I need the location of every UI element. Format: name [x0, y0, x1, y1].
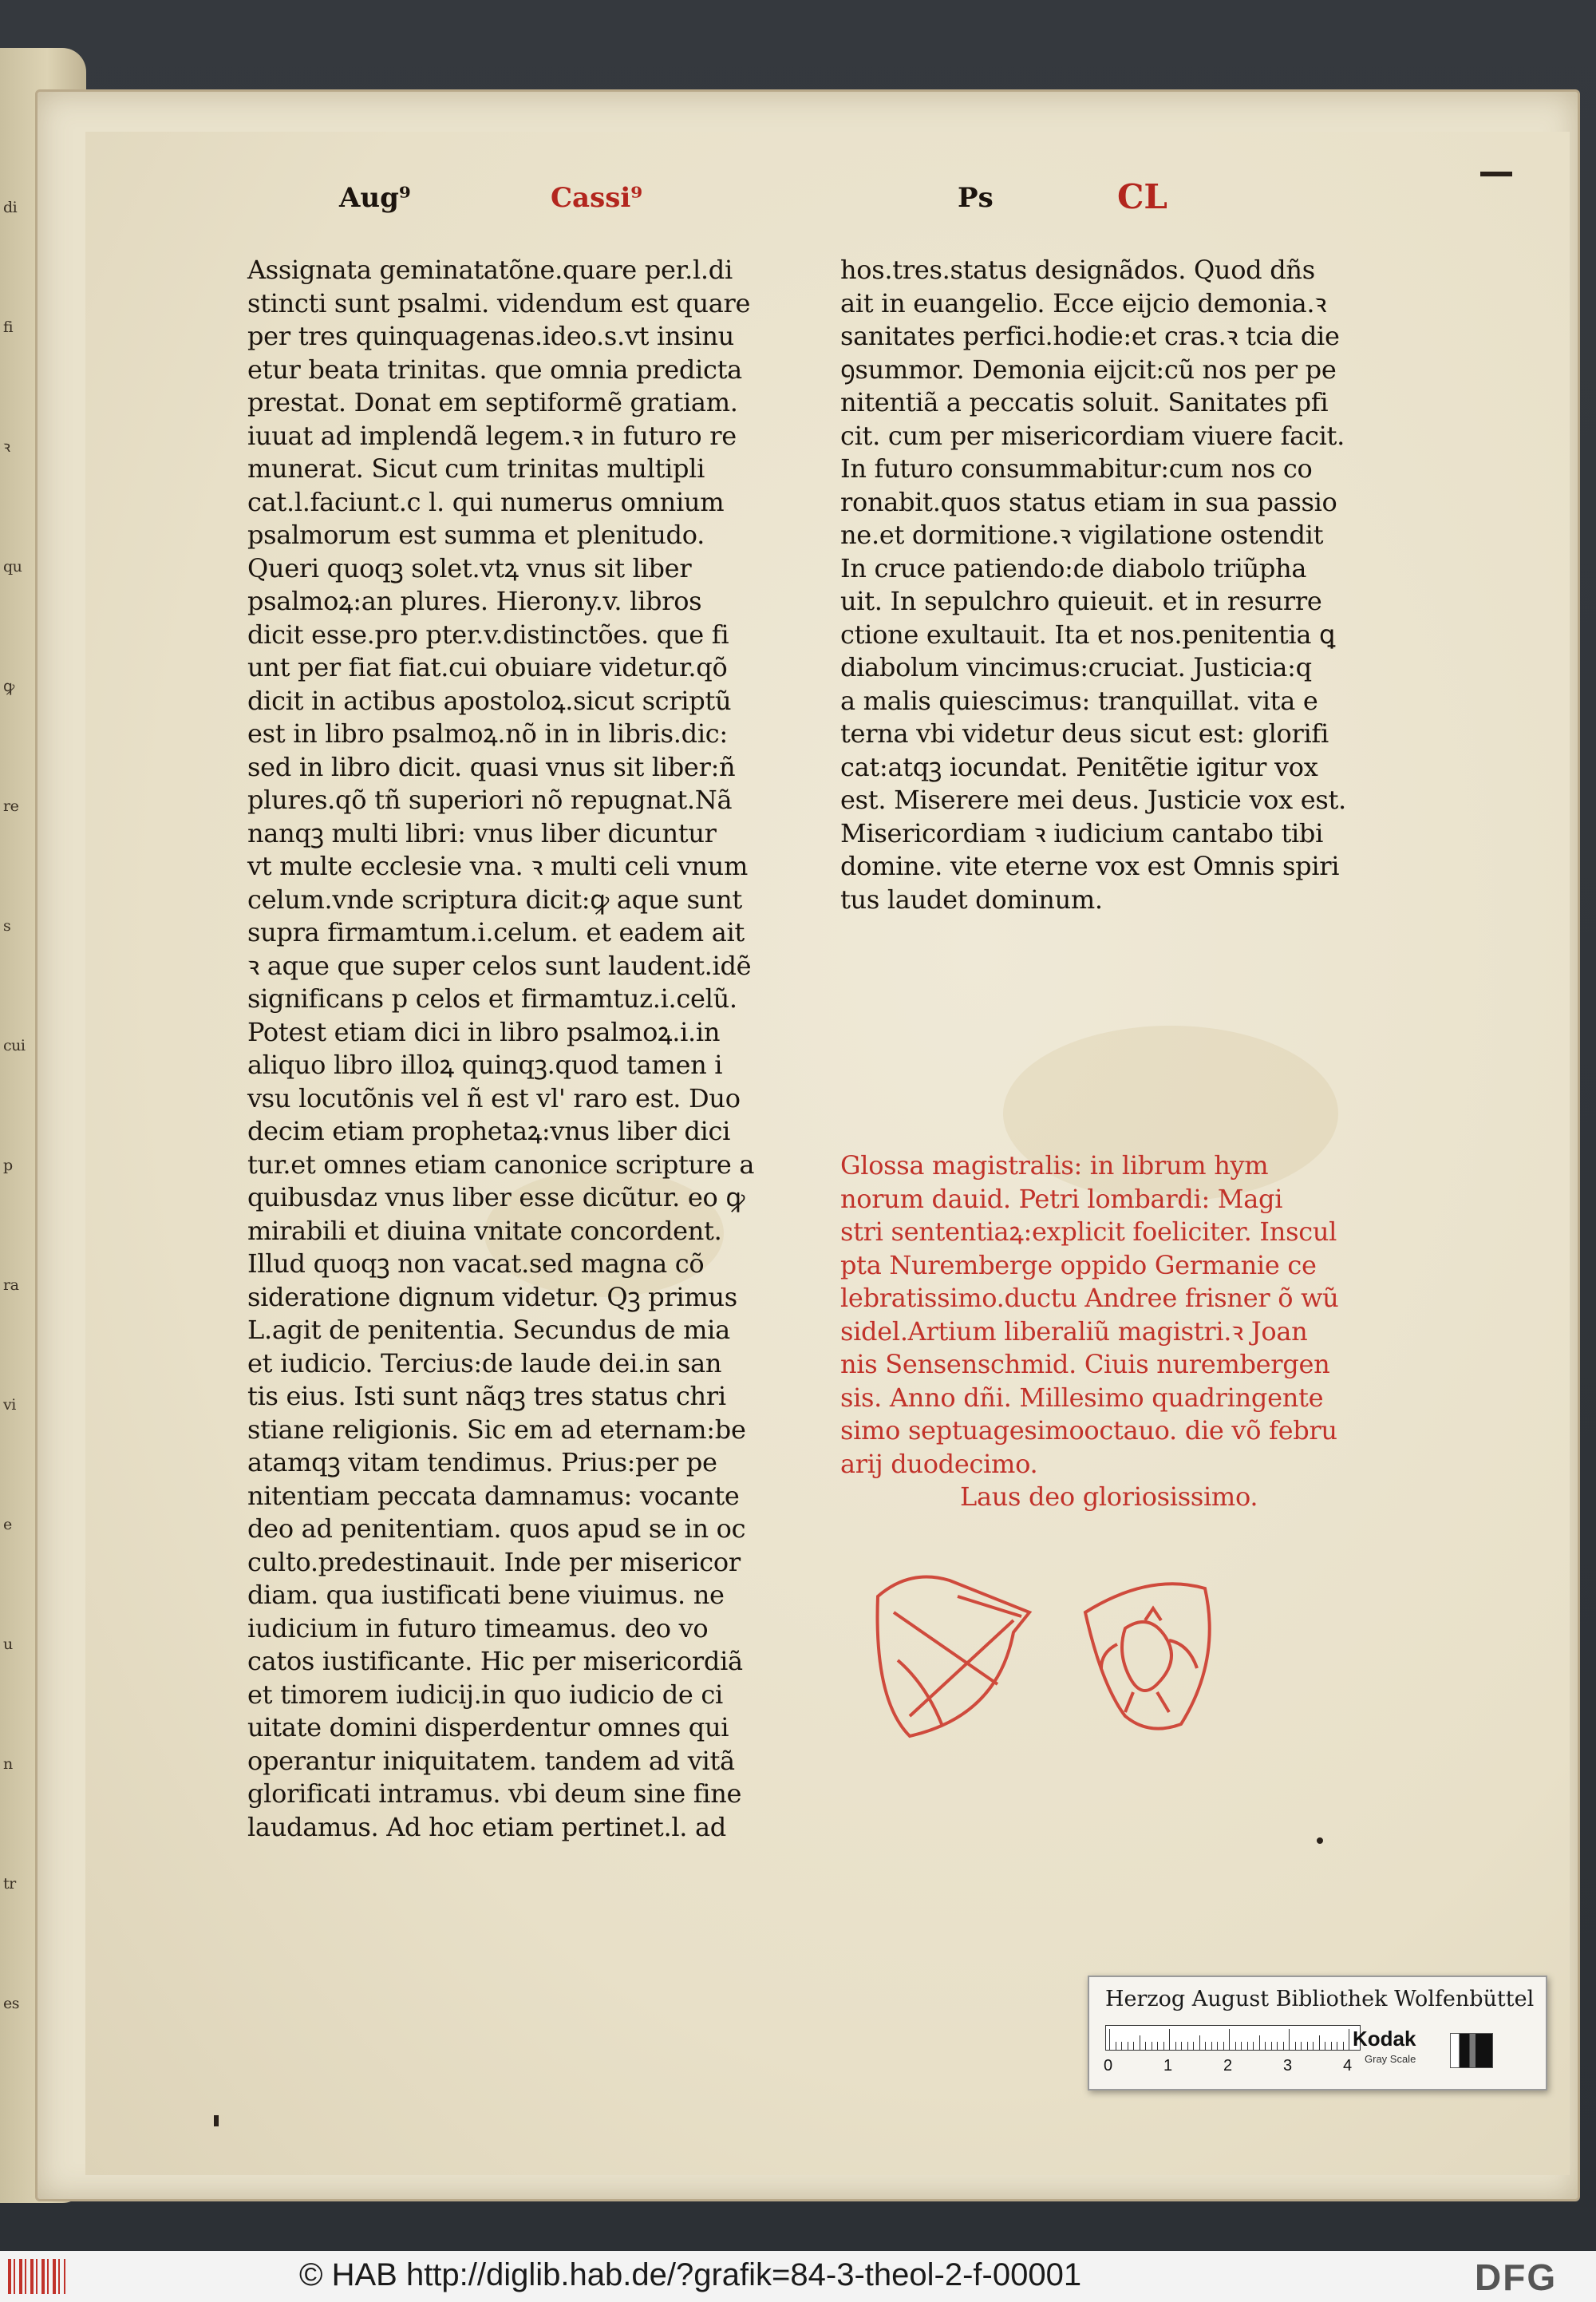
adjacent-page-text-fragment: p — [3, 1157, 13, 1174]
scale-number: 2 — [1223, 2057, 1233, 2075]
colophon-line: pta Nuremberge oppido Germanie ce — [840, 1249, 1317, 1280]
text-line: cit. cum per misericordiam viuere facit. — [840, 420, 1345, 451]
text-line: unt per fiat fiat.cui obuiare videtur.qõ — [247, 652, 728, 682]
colophon-line: Glossa magistralis: in librum hym — [840, 1150, 1269, 1181]
text-line: sanitates perfici.hodie:et cras.ꝛ tcia die — [840, 321, 1340, 351]
text-line: et timorem iudicij.in quo iudicio de ci — [247, 1679, 723, 1710]
adjacent-page-text-fragment: cui — [3, 1037, 26, 1054]
foliation-number — [1117, 177, 1167, 216]
ruler-tick — [1343, 2042, 1344, 2050]
scale-ruler — [1105, 2025, 1361, 2051]
ruler-tick — [1175, 2042, 1176, 2050]
colophon-line: nis Sensenschmid. Ciuis nurembergen — [840, 1349, 1330, 1379]
colophon-closing-line: Laus deo gloriosissimo. — [960, 1481, 1258, 1512]
adjacent-page-text-fragment: u — [3, 1636, 13, 1653]
ruler-tick — [1109, 2029, 1110, 2050]
kodak-gray-scale: Gray Scale — [1365, 2053, 1416, 2065]
text-line: supra firmamtum.i.celum. et eadem ait — [247, 917, 745, 947]
text-line: dicit esse.pro pter.v.distinctões. que fi — [247, 619, 729, 650]
ruler-tick — [1277, 2042, 1278, 2050]
ruler-tick — [1235, 2042, 1236, 2050]
text-line: per tres quinquagenas.ideo.s.vt insinu — [247, 321, 734, 351]
text-line: glorificati intramus. vbi deum sine fine — [247, 1778, 742, 1809]
text-line: psalmorum est summa et plenitudo. — [247, 520, 705, 550]
text-line: nanqꝫ multi libri: vnus liber dicuntur — [247, 817, 717, 848]
running-head-middle: Cassi⁹ — [551, 182, 643, 214]
foliation-numeral: CL — [1117, 177, 1167, 216]
running-head-left: Aug⁹ — [339, 182, 411, 214]
text-line: In futuro consummabitur:cum nos co — [840, 453, 1313, 484]
text-line: ꝯsummor. Demonia eijcit:cũ nos per pe — [840, 354, 1337, 385]
ruler-tick — [1301, 2042, 1302, 2050]
text-line: catos iustificante. Hic per misericordiã — [247, 1646, 743, 1676]
footer-credit-link[interactable]: © HAB http://diglib.hab.de/?grafik=84-3-theol-2-f-00001 — [299, 2257, 1082, 2292]
text-line: munerat. Sicut cum trinitas multipli — [247, 453, 705, 484]
adjacent-page-text-fragment: fi — [3, 318, 14, 336]
text-line: iuuat ad implendã legem.ꝛ in futuro re — [247, 420, 737, 451]
text-line: iudicium in futuro timeamus. deo vo — [247, 1612, 709, 1643]
text-line: L.agit de penitentia. Secundus de mia — [247, 1315, 730, 1345]
ruler-tick — [1199, 2035, 1200, 2050]
text-line: culto.predestinauit. Inde per misericor — [247, 1546, 741, 1577]
ruler-tick — [1307, 2042, 1308, 2050]
ink-mark — [214, 2115, 219, 2126]
text-line: plures.qõ tñ superiori nõ repugnat.Nã — [247, 785, 733, 815]
ruler-tick — [1193, 2042, 1194, 2050]
text-line: uit. In sepulchro quieuit. et in resurre — [840, 586, 1322, 616]
colophon-line: arij duodecimo. — [840, 1448, 1038, 1479]
text-line: tur.et omnes etiam canonice scripture a — [247, 1149, 755, 1180]
shield-right-eagle-icon — [1085, 1584, 1210, 1728]
text-line: Assignata geminatatõne.quare per.l.di — [247, 255, 733, 285]
ruler-tick — [1313, 2042, 1314, 2050]
gray-scale-swatch — [1450, 2033, 1493, 2068]
text-line: Queri quoqꝫ solet.vtꝝ vnus sit liber — [247, 552, 692, 583]
ink-mark — [1317, 1837, 1323, 1844]
text-line: significans p celos et firmamtuz.i.celũ. — [247, 983, 737, 1014]
text-line: operantur iniquitatem. tandem ad vitã — [247, 1745, 735, 1776]
dfg-logo: DFG — [1475, 2257, 1558, 2298]
adjacent-page-text-fragment: re — [3, 797, 19, 815]
scale-number: 0 — [1104, 2057, 1113, 2075]
printers-coats-of-arms — [862, 1564, 1277, 1748]
text-line: celum.vnde scriptura dicit:ꝙ aque sunt — [247, 884, 742, 915]
text-line: deo ad penitentiam. quos apud se in oc — [247, 1513, 746, 1544]
ruler-tick — [1295, 2042, 1296, 2050]
ink-mark — [1480, 172, 1512, 176]
text-line: hos.tres.status designãdos. Quod dñs — [840, 255, 1315, 285]
text-line: est in libro psalmoꝝ.nõ in in libris.dic: — [247, 718, 728, 749]
text-line: ctione exultauit. Ita et nos.penitentia ꝗ — [840, 619, 1336, 650]
text-line: dicit in actibus apostoloꝝ.sicut scriptũ — [247, 685, 732, 716]
text-line: uitate domini disperdentur omnes qui — [247, 1712, 729, 1742]
text-line: sideratione dignum videtur. Qꝫ primus — [247, 1281, 737, 1312]
left-text-column — [247, 254, 755, 1844]
text-line: nitentiã a peccatis soluit. Sanitates pfi — [840, 387, 1329, 417]
text-line: ne.et dormitione.ꝛ vigilatione ostendit — [840, 520, 1324, 550]
text-line: ait in euangelio. Ecce eijcio demonia.ꝛ — [840, 287, 1327, 318]
ruler-tick — [1205, 2042, 1206, 2050]
ruler-tick — [1223, 2042, 1224, 2050]
adjacent-page-text-fragment: es — [3, 1995, 19, 2012]
adjacent-page-text-fragment: ꝛ — [3, 438, 10, 456]
shield-left-icon — [878, 1577, 1030, 1737]
text-line: cat.l.faciunt.c l. qui numerus omnium — [247, 486, 725, 517]
text-line: tus laudet dominum. — [840, 884, 1103, 915]
ruler-tick — [1145, 2042, 1146, 2050]
text-line: sed in libro dicit. quasi vnus sit liber:ñ — [247, 751, 736, 782]
text-line: Misericordiam ꝛ iudicium cantabo tibi — [840, 817, 1324, 848]
ruler-tick — [1319, 2035, 1320, 2050]
text-line: diabolum vincimus:cruciat. Justicia:q — [840, 652, 1312, 682]
ruler-tick — [1217, 2042, 1218, 2050]
text-line: ronabit.quos status etiam in sua passio — [840, 486, 1337, 517]
adjacent-page-text-fragment: qu — [3, 558, 22, 576]
hab-logo-icon — [8, 2259, 65, 2294]
adjacent-page-text-fragment: tr — [3, 1875, 16, 1893]
text-line: mirabili et diuina vnitate concordent. — [247, 1215, 722, 1246]
ruler-tick — [1169, 2029, 1170, 2050]
text-line: est. Miserere mei deus. Justicie vox est. — [840, 785, 1346, 815]
library-color-scale-label — [1088, 1976, 1547, 2090]
text-line: a malis quiescimus: tranquillat. vita e — [840, 685, 1318, 716]
text-line: aliquo libro illoꝝ quinqꝫ.quod tamen i — [247, 1050, 723, 1080]
adjacent-page-text-fragment: n — [3, 1755, 13, 1773]
text-line: quibusdaz vnus liber esse dicũtur. eo ꝙ — [247, 1182, 745, 1212]
scale-number: 4 — [1343, 2057, 1353, 2075]
text-line: diam. qua iustificati bene viuimus. ne — [247, 1580, 725, 1610]
text-line: ꝛ aque que super celos sunt laudent.idẽ — [247, 950, 752, 981]
ruler-tick — [1211, 2042, 1212, 2050]
colophon — [840, 1149, 1371, 1514]
ruler-tick — [1265, 2042, 1266, 2050]
text-line: Potest etiam dici in libro psalmoꝝ.i.in — [247, 1016, 721, 1047]
text-line: Illud quoqꝫ non vacat.sed magna cõ — [247, 1248, 705, 1279]
adjacent-page-text-fragment: s — [3, 917, 11, 935]
text-line: prestat. Donat em septiformẽ gratiam. — [247, 387, 738, 417]
text-line: laudamus. Ad hoc etiam pertinet.l. ad — [247, 1811, 726, 1842]
colophon-line: norum dauid. Petri lombardi: Magi — [840, 1183, 1283, 1214]
ruler-tick — [1157, 2042, 1158, 2050]
kodak-brand: Kodak — [1353, 2027, 1416, 2051]
ruler-tick — [1229, 2029, 1230, 2050]
text-line: etur beata trinitas. que omnia predicta — [247, 354, 742, 385]
text-line: et iudicio. Tercius:de laude dei.in san — [247, 1347, 722, 1378]
ruler-tick — [1283, 2042, 1284, 2050]
ruler-tick — [1163, 2042, 1164, 2050]
footer-credit-bar — [0, 2251, 1596, 2302]
text-line: tis eius. Isti sunt nãqꝫ tres status chri — [247, 1381, 726, 1411]
ruler-tick — [1247, 2042, 1248, 2050]
adjacent-page-text-fragment: e — [3, 1516, 12, 1533]
ruler-tick — [1133, 2042, 1134, 2050]
colophon-line: simo septuagesimooctauo. die võ febru — [840, 1415, 1337, 1446]
colophon-line: sidel.Artium liberaliũ magistri.ꝛ Joan — [840, 1315, 1308, 1347]
text-line: stiane religionis. Sic em ad eternam:be — [247, 1414, 746, 1445]
ruler-tick — [1271, 2042, 1272, 2050]
running-head-right-abbrev: Ps — [958, 182, 994, 214]
text-line: stincti sunt psalmi. videndum est quare — [247, 287, 751, 318]
colophon-line: stri sententiaꝝ:explicit foeliciter. Inscul — [840, 1216, 1337, 1247]
adjacent-page-text-fragment: ra — [3, 1276, 19, 1294]
ruler-tick — [1331, 2042, 1332, 2050]
scale-number: 3 — [1283, 2057, 1293, 2075]
ruler-tick — [1241, 2042, 1242, 2050]
ruler-tick — [1121, 2042, 1122, 2050]
ruler-tick — [1253, 2042, 1254, 2050]
ruler-tick — [1181, 2042, 1182, 2050]
adjacent-page-text-fragment: ꝙ — [3, 678, 14, 695]
right-text-column — [840, 254, 1371, 916]
ruler-tick — [1259, 2035, 1260, 2050]
adjacent-page-text-fragment: vi — [3, 1396, 16, 1414]
text-line: In cruce patiendo:de diabolo triũpha — [840, 552, 1307, 583]
ruler-tick — [1187, 2042, 1188, 2050]
scale-number: 1 — [1163, 2057, 1173, 2075]
text-line: atamqꝫ vitam tendimus. Prius:per pe — [247, 1447, 717, 1477]
text-line: vsu locutõnis vel ñ est vl' raro est. Duo — [247, 1082, 741, 1113]
colophon-line: lebratissimo.ductu Andree frisner õ wũ — [840, 1283, 1339, 1313]
text-line: terna vbi videtur deus sicut est: glorifi — [840, 718, 1329, 749]
text-line: decim etiam prophetaꝝ:vnus liber dici — [247, 1116, 731, 1146]
text-line: domine. vite eterne vox est Omnis spiri — [840, 851, 1340, 881]
text-line: cat:atqꝫ iocundat. Penitẽtie igitur vox — [840, 751, 1318, 782]
colophon-line: sis. Anno dñi. Millesimo quadringente — [840, 1382, 1324, 1413]
adjacent-page-text-fragment: di — [3, 199, 18, 216]
text-line: nitentiam peccata damnamus: vocante — [247, 1480, 740, 1511]
text-line: psalmoꝝ:an plures. Hierony.v. libros — [247, 586, 702, 616]
ruler-tick — [1289, 2029, 1290, 2050]
text-line: vt multe ecclesie vna. ꝛ multi celi vnum — [247, 851, 749, 881]
library-name: Herzog August Bibliothek Wolfenbüttel — [1105, 1987, 1535, 2011]
